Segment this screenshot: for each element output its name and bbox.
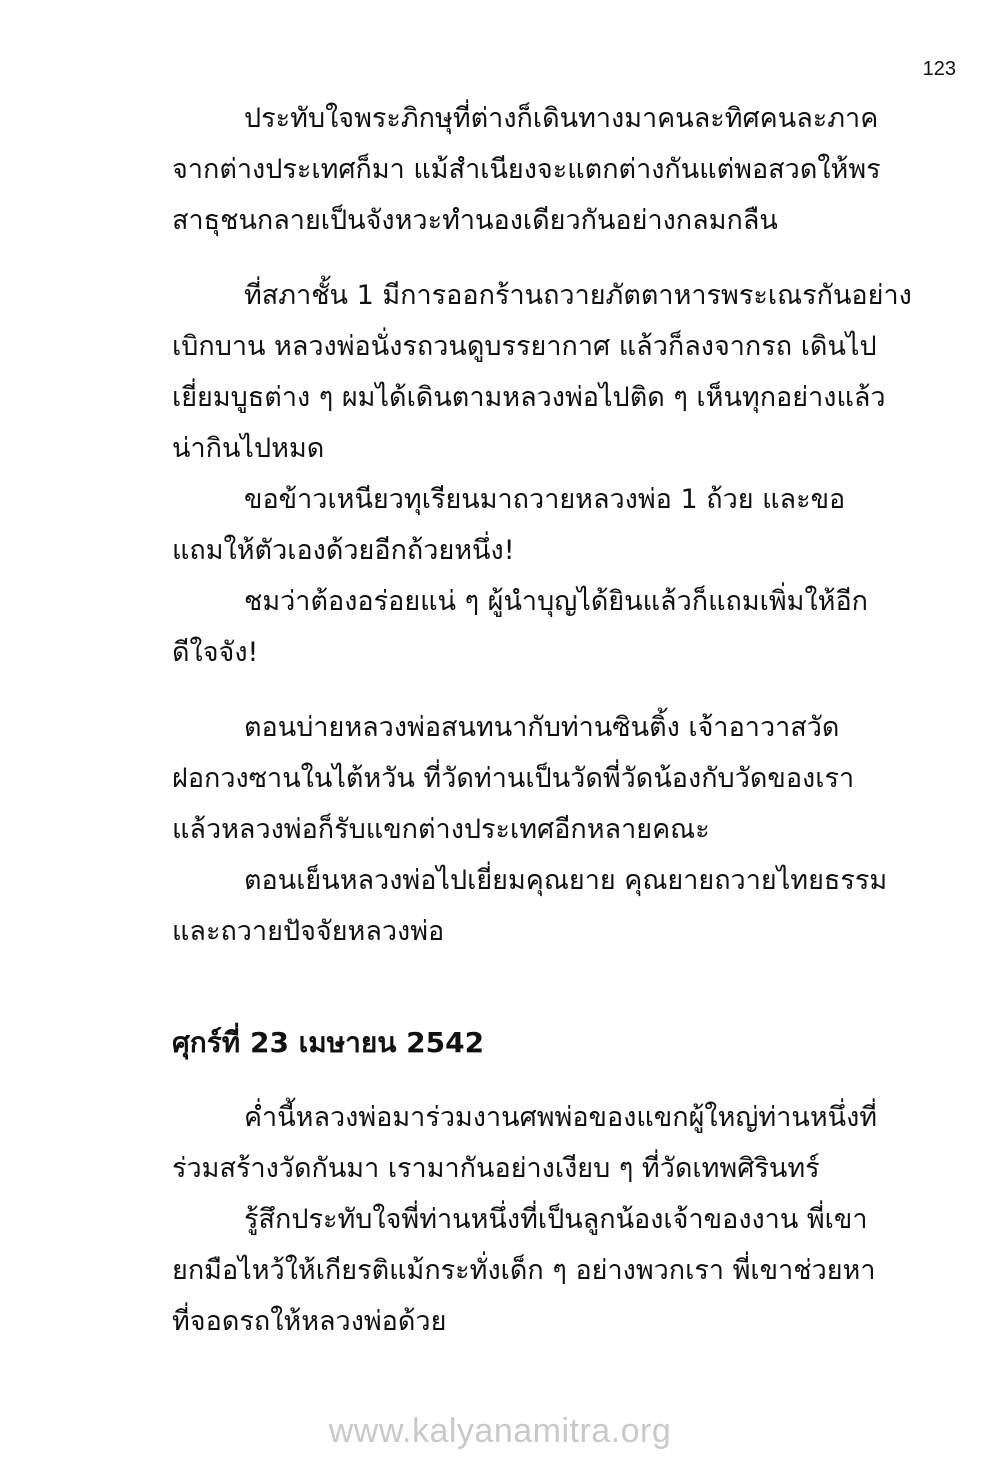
text-line: ตอนบ่ายหลวงพ่อสนทนากับท่านซินติ้ง เจ้าอาวาสวัด [244, 712, 840, 743]
text-line: ประทับใจพระภิกษุที่ต่างก็เดินทางมาคนละทิศคนละภาค [244, 103, 879, 134]
text-line: เบิกบาน หลวงพ่อนั่งรถวนดูบรรยากาศ แล้วก็ลงจากรถ เดินไป [172, 331, 877, 362]
page-number: 123 [922, 58, 956, 80]
text-line: รู้สึกประทับใจพี่ท่านหนึ่งที่เป็นลูกน้องเจ้าของงาน พี่เขา [244, 1204, 868, 1235]
text-line: จากต่างประเทศก็มา แม้สำเนียงจะแตกต่างกันแต่พอสวดให้พร [172, 154, 881, 185]
paragraph-gap [172, 246, 912, 270]
text-line: ค่ำนี้หลวงพ่อมาร่วมงานศพพ่อของแขกผู้ใหญ่ท่านหนึ่งที่ [244, 1102, 878, 1133]
paragraph [172, 576, 912, 678]
text-line: แล้วหลวงพ่อก็รับแขกต่างประเทศอีกหลายคณะ [172, 814, 710, 845]
paragraph [172, 1194, 912, 1347]
text-line: ยกมือไหว้ให้เกียรติแม้กระทั่งเด็ก ๆ อย่างพวกเรา พี่เขาช่วยหา [172, 1255, 876, 1286]
paragraph [172, 474, 912, 576]
text-line: เยี่ยมบูธต่าง ๆ ผมได้เดินตามหลวงพ่อไปติด ๆ เห็นทุกอย่างแล้ว [172, 382, 886, 413]
text-line: สาธุชนกลายเป็นจังหวะทำนองเดียวกันอย่างกลมกลืน [172, 205, 778, 236]
text-line: ดีใจจัง! [172, 637, 259, 668]
text-line: ขอข้าวเหนียวทุเรียนมาถวายหลวงพ่อ 1 ถ้วย และขอ [244, 484, 846, 515]
paragraph [172, 855, 912, 957]
paragraph-gap [172, 1068, 912, 1092]
paragraph-gap [172, 678, 912, 702]
paragraph [172, 702, 912, 855]
text-line: น่ากินไปหมด [172, 433, 325, 464]
text-line: ฝอกวงซานในไต้หวัน ที่วัดท่านเป็นวัดพี่วัดน้องกับวัดของเรา [172, 763, 855, 794]
text-line: แถมให้ตัวเองด้วยอีกถ้วยหนึ่ง! [172, 535, 515, 566]
paragraph [172, 270, 912, 474]
text-line: ชมว่าต้องอร่อยแน่ ๆ ผู้นำบุญได้ยินแล้วก็แถมเพิ่มให้อีก [244, 586, 869, 617]
section-heading: ศุกร์ที่ 23 เมษายน 2542 [172, 1026, 485, 1059]
text-line: ที่สภาชั้น 1 มีการออกร้านถวายภัตตาหารพระเณรกันอย่าง [244, 280, 912, 311]
text-line: ร่วมสร้างวัดกันมา เรามากันอย่างเงียบ ๆ ที่วัดเทพศิรินทร์ [172, 1153, 820, 1184]
section-gap [172, 957, 912, 1017]
document-body [172, 93, 912, 1347]
text-line: และถวายปัจจัยหลวงพ่อ [172, 916, 445, 947]
text-line: ตอนเย็นหลวงพ่อไปเยี่ยมคุณยาย คุณยายถวายไทยธรรม [244, 865, 888, 896]
paragraph [172, 1092, 912, 1194]
watermark-url: www.kalyanamitra.org [328, 1412, 672, 1450]
text-line: ที่จอดรถให้หลวงพ่อด้วย [172, 1306, 447, 1337]
paragraph [172, 93, 912, 246]
